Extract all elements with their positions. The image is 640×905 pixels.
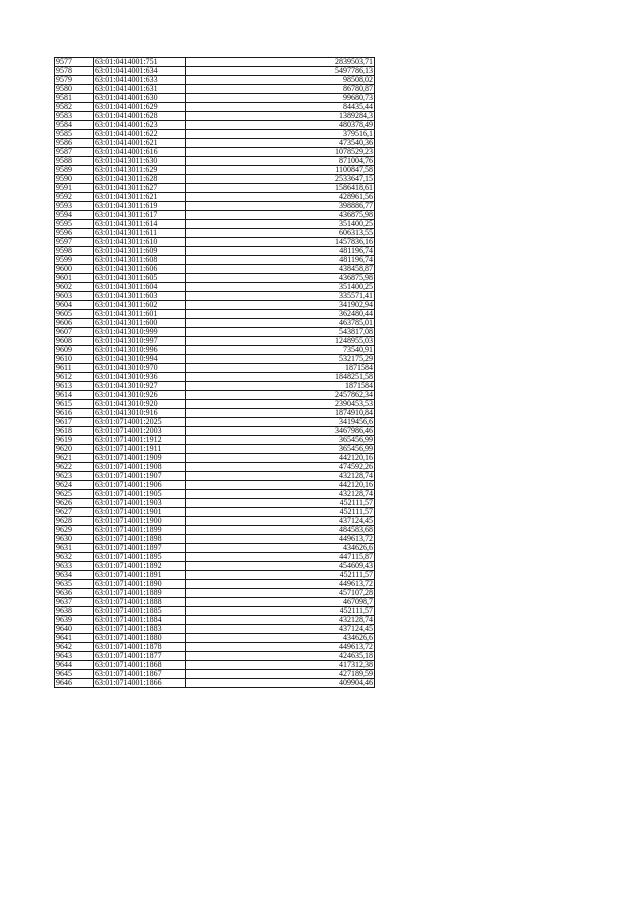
cadastral-value-cell: 436875,98 bbox=[186, 274, 375, 283]
cadastral-number-cell: 63:01:0413010:996 bbox=[94, 346, 186, 355]
table-row bbox=[55, 607, 375, 616]
cadastral-number-cell: 63:01:0413011:609 bbox=[94, 247, 186, 256]
row-number-cell: 9617 bbox=[55, 418, 94, 427]
row-number-cell: 9585 bbox=[55, 130, 94, 139]
table-row bbox=[55, 544, 375, 553]
cadastral-value-cell: 437124,45 bbox=[186, 625, 375, 634]
row-number-cell: 9643 bbox=[55, 652, 94, 661]
cadastral-number-cell: 63:01:0714001:1906 bbox=[94, 481, 186, 490]
cadastral-number-cell: 63:01:0413011:629 bbox=[94, 166, 186, 175]
table-row bbox=[55, 517, 375, 526]
cadastral-number-cell: 63:01:0413010:927 bbox=[94, 382, 186, 391]
cadastral-number-cell: 63:01:0714001:1883 bbox=[94, 625, 186, 634]
row-number-cell: 9605 bbox=[55, 310, 94, 319]
table-row bbox=[55, 634, 375, 643]
table-row bbox=[55, 490, 375, 499]
table-row bbox=[55, 301, 375, 310]
row-number-cell: 9594 bbox=[55, 211, 94, 220]
row-number-cell: 9614 bbox=[55, 391, 94, 400]
row-number-cell: 9587 bbox=[55, 148, 94, 157]
row-number-cell: 9603 bbox=[55, 292, 94, 301]
cadastral-number-cell: 63:01:0413010:920 bbox=[94, 400, 186, 409]
table-row bbox=[55, 445, 375, 454]
table-body bbox=[55, 58, 375, 688]
cadastral-number-cell: 63:01:0413011:628 bbox=[94, 175, 186, 184]
table-row bbox=[55, 436, 375, 445]
cadastral-value-cell: 452111,57 bbox=[186, 499, 375, 508]
row-number-cell: 9639 bbox=[55, 616, 94, 625]
table-row bbox=[55, 508, 375, 517]
cadastral-value-cell: 351400,25 bbox=[186, 220, 375, 229]
row-number-cell: 9616 bbox=[55, 409, 94, 418]
cadastral-number-cell: 63:01:0413011:614 bbox=[94, 220, 186, 229]
table-row bbox=[55, 85, 375, 94]
cadastral-value-cell: 452111,57 bbox=[186, 607, 375, 616]
table-row bbox=[55, 418, 375, 427]
cadastral-number-cell: 63:01:0714001:1900 bbox=[94, 517, 186, 526]
cadastral-number-cell: 63:01:0413011:617 bbox=[94, 211, 186, 220]
cadastral-value-cell: 1848251,58 bbox=[186, 373, 375, 382]
cadastral-number-cell: 63:01:0413011:619 bbox=[94, 202, 186, 211]
cadastral-number-cell: 63:01:0714001:1890 bbox=[94, 580, 186, 589]
cadastral-number-cell: 63:01:0714001:1884 bbox=[94, 616, 186, 625]
cadastral-value-cell: 871004,76 bbox=[186, 157, 375, 166]
table-row bbox=[55, 454, 375, 463]
cadastral-value-cell: 474592,26 bbox=[186, 463, 375, 472]
table-row bbox=[55, 184, 375, 193]
table-row bbox=[55, 148, 375, 157]
cadastral-value-cell: 442120,16 bbox=[186, 481, 375, 490]
cadastral-number-cell: 63:01:0714001:1908 bbox=[94, 463, 186, 472]
cadastral-number-cell: 63:01:0714001:1866 bbox=[94, 679, 186, 688]
table-row bbox=[55, 625, 375, 634]
cadastral-value-cell: 473540,36 bbox=[186, 139, 375, 148]
table-row bbox=[55, 580, 375, 589]
cadastral-number-cell: 63:01:0714001:1909 bbox=[94, 454, 186, 463]
table-row bbox=[55, 571, 375, 580]
cadastral-value-cell: 3467986,46 bbox=[186, 427, 375, 436]
cadastral-number-cell: 63:01:0714001:1905 bbox=[94, 490, 186, 499]
cadastral-number-cell: 63:01:0714001:1867 bbox=[94, 670, 186, 679]
cadastral-value-cell: 351400,25 bbox=[186, 283, 375, 292]
table-row bbox=[55, 391, 375, 400]
table-row bbox=[55, 76, 375, 85]
cadastral-value-cell: 1248955,03 bbox=[186, 337, 375, 346]
row-number-cell: 9596 bbox=[55, 229, 94, 238]
cadastral-number-cell: 63:01:0414001:631 bbox=[94, 85, 186, 94]
cadastral-value-cell: 457107,28 bbox=[186, 589, 375, 598]
cadastral-value-cell: 362480,44 bbox=[186, 310, 375, 319]
cadastral-number-cell: 63:01:0414001:616 bbox=[94, 148, 186, 157]
cadastral-value-table bbox=[54, 57, 375, 688]
cadastral-value-cell: 463785,01 bbox=[186, 319, 375, 328]
row-number-cell: 9634 bbox=[55, 571, 94, 580]
cadastral-number-cell: 63:01:0414001:633 bbox=[94, 76, 186, 85]
table-row bbox=[55, 355, 375, 364]
cadastral-value-cell: 449613,72 bbox=[186, 580, 375, 589]
row-number-cell: 9638 bbox=[55, 607, 94, 616]
cadastral-number-cell: 63:01:0714001:1901 bbox=[94, 508, 186, 517]
row-number-cell: 9627 bbox=[55, 508, 94, 517]
row-number-cell: 9582 bbox=[55, 103, 94, 112]
row-number-cell: 9640 bbox=[55, 625, 94, 634]
cadastral-number-cell: 63:01:0714001:1903 bbox=[94, 499, 186, 508]
cadastral-number-cell: 63:01:0413011:627 bbox=[94, 184, 186, 193]
cadastral-number-cell: 63:01:0413011:602 bbox=[94, 301, 186, 310]
row-number-cell: 9641 bbox=[55, 634, 94, 643]
row-number-cell: 9580 bbox=[55, 85, 94, 94]
row-number-cell: 9602 bbox=[55, 283, 94, 292]
cadastral-value-cell: 481196,74 bbox=[186, 256, 375, 265]
cadastral-number-cell: 63:01:0714001:1885 bbox=[94, 607, 186, 616]
cadastral-number-cell: 63:01:0714001:1898 bbox=[94, 535, 186, 544]
cadastral-value-sheet bbox=[54, 57, 374, 688]
row-number-cell: 9601 bbox=[55, 274, 94, 283]
cadastral-value-cell: 84435,44 bbox=[186, 103, 375, 112]
cadastral-value-cell: 5497786,13 bbox=[186, 67, 375, 76]
table-row bbox=[55, 364, 375, 373]
cadastral-value-cell: 1078529,23 bbox=[186, 148, 375, 157]
cadastral-number-cell: 63:01:0714001:1911 bbox=[94, 445, 186, 454]
row-number-cell: 9584 bbox=[55, 121, 94, 130]
table-row bbox=[55, 472, 375, 481]
cadastral-number-cell: 63:01:0413011:630 bbox=[94, 157, 186, 166]
table-row bbox=[55, 67, 375, 76]
table-row bbox=[55, 256, 375, 265]
cadastral-value-cell: 3419456,6 bbox=[186, 418, 375, 427]
table-row bbox=[55, 247, 375, 256]
table-row bbox=[55, 292, 375, 301]
cadastral-number-cell: 63:01:0414001:621 bbox=[94, 139, 186, 148]
row-number-cell: 9642 bbox=[55, 643, 94, 652]
cadastral-value-cell: 365456,99 bbox=[186, 436, 375, 445]
cadastral-value-cell: 432128,74 bbox=[186, 490, 375, 499]
row-number-cell: 9606 bbox=[55, 319, 94, 328]
cadastral-number-cell: 63:01:0413011:605 bbox=[94, 274, 186, 283]
cadastral-number-cell: 63:01:0414001:622 bbox=[94, 130, 186, 139]
table-row bbox=[55, 112, 375, 121]
cadastral-number-cell: 63:01:0414001:630 bbox=[94, 94, 186, 103]
row-number-cell: 9628 bbox=[55, 517, 94, 526]
table-row bbox=[55, 661, 375, 670]
cadastral-number-cell: 63:01:0714001:1892 bbox=[94, 562, 186, 571]
table-row bbox=[55, 643, 375, 652]
cadastral-number-cell: 63:01:0414001:629 bbox=[94, 103, 186, 112]
cadastral-number-cell: 63:01:0413011:606 bbox=[94, 265, 186, 274]
row-number-cell: 9626 bbox=[55, 499, 94, 508]
cadastral-number-cell: 63:01:0714001:2025 bbox=[94, 418, 186, 427]
row-number-cell: 9611 bbox=[55, 364, 94, 373]
cadastral-number-cell: 63:01:0714001:1899 bbox=[94, 526, 186, 535]
table-row bbox=[55, 382, 375, 391]
cadastral-value-cell: 484583,68 bbox=[186, 526, 375, 535]
cadastral-value-cell: 442120,16 bbox=[186, 454, 375, 463]
row-number-cell: 9608 bbox=[55, 337, 94, 346]
cadastral-value-cell: 432128,74 bbox=[186, 616, 375, 625]
cadastral-value-cell: 98508,02 bbox=[186, 76, 375, 85]
cadastral-number-cell: 63:01:0714001:1878 bbox=[94, 643, 186, 652]
cadastral-number-cell: 63:01:0714001:1868 bbox=[94, 661, 186, 670]
table-row bbox=[55, 553, 375, 562]
cadastral-value-cell: 427189,59 bbox=[186, 670, 375, 679]
cadastral-value-cell: 1871584 bbox=[186, 382, 375, 391]
cadastral-value-cell: 417312,38 bbox=[186, 661, 375, 670]
table-row bbox=[55, 319, 375, 328]
row-number-cell: 9644 bbox=[55, 661, 94, 670]
table-row bbox=[55, 121, 375, 130]
table-row bbox=[55, 283, 375, 292]
row-number-cell: 9598 bbox=[55, 247, 94, 256]
row-number-cell: 9607 bbox=[55, 328, 94, 337]
cadastral-value-cell: 1457836,16 bbox=[186, 238, 375, 247]
table-row bbox=[55, 130, 375, 139]
cadastral-number-cell: 63:01:0413010:970 bbox=[94, 364, 186, 373]
cadastral-number-cell: 63:01:0413011:611 bbox=[94, 229, 186, 238]
table-row bbox=[55, 598, 375, 607]
row-number-cell: 9583 bbox=[55, 112, 94, 121]
cadastral-value-cell: 449613,72 bbox=[186, 535, 375, 544]
cadastral-value-cell: 1871584 bbox=[186, 364, 375, 373]
cadastral-value-cell: 452111,57 bbox=[186, 508, 375, 517]
row-number-cell: 9578 bbox=[55, 67, 94, 76]
row-number-cell: 9592 bbox=[55, 193, 94, 202]
cadastral-value-cell: 2533647,15 bbox=[186, 175, 375, 184]
table-row bbox=[55, 670, 375, 679]
cadastral-number-cell: 63:01:0413011:621 bbox=[94, 193, 186, 202]
row-number-cell: 9599 bbox=[55, 256, 94, 265]
cadastral-number-cell: 63:01:0413010:994 bbox=[94, 355, 186, 364]
cadastral-value-cell: 454609,43 bbox=[186, 562, 375, 571]
row-number-cell: 9619 bbox=[55, 436, 94, 445]
cadastral-number-cell: 63:01:0413010:916 bbox=[94, 409, 186, 418]
row-number-cell: 9591 bbox=[55, 184, 94, 193]
cadastral-number-cell: 63:01:0714001:1877 bbox=[94, 652, 186, 661]
row-number-cell: 9588 bbox=[55, 157, 94, 166]
cadastral-number-cell: 63:01:0413011:608 bbox=[94, 256, 186, 265]
table-row bbox=[55, 220, 375, 229]
row-number-cell: 9635 bbox=[55, 580, 94, 589]
cadastral-value-cell: 449613,72 bbox=[186, 643, 375, 652]
table-row bbox=[55, 94, 375, 103]
table-row bbox=[55, 427, 375, 436]
cadastral-number-cell: 63:01:0413011:601 bbox=[94, 310, 186, 319]
cadastral-value-cell: 2457862,34 bbox=[186, 391, 375, 400]
cadastral-number-cell: 63:01:0414001:623 bbox=[94, 121, 186, 130]
table-row bbox=[55, 373, 375, 382]
row-number-cell: 9610 bbox=[55, 355, 94, 364]
cadastral-number-cell: 63:01:0413010:997 bbox=[94, 337, 186, 346]
cadastral-number-cell: 63:01:0714001:1880 bbox=[94, 634, 186, 643]
cadastral-number-cell: 63:01:0413011:600 bbox=[94, 319, 186, 328]
row-number-cell: 9632 bbox=[55, 553, 94, 562]
row-number-cell: 9600 bbox=[55, 265, 94, 274]
table-row bbox=[55, 535, 375, 544]
row-number-cell: 9593 bbox=[55, 202, 94, 211]
cadastral-number-cell: 63:01:0714001:1895 bbox=[94, 553, 186, 562]
row-number-cell: 9609 bbox=[55, 346, 94, 355]
table-row bbox=[55, 589, 375, 598]
cadastral-number-cell: 63:01:0714001:1907 bbox=[94, 472, 186, 481]
table-row bbox=[55, 400, 375, 409]
table-row bbox=[55, 616, 375, 625]
cadastral-value-cell: 1586418,61 bbox=[186, 184, 375, 193]
row-number-cell: 9618 bbox=[55, 427, 94, 436]
cadastral-value-cell: 480378,49 bbox=[186, 121, 375, 130]
table-row bbox=[55, 58, 375, 67]
cadastral-value-cell: 1389284,3 bbox=[186, 112, 375, 121]
table-row bbox=[55, 238, 375, 247]
cadastral-value-cell: 86780,87 bbox=[186, 85, 375, 94]
row-number-cell: 9624 bbox=[55, 481, 94, 490]
table-row bbox=[55, 679, 375, 688]
row-number-cell: 9621 bbox=[55, 454, 94, 463]
cadastral-number-cell: 63:01:0714001:1891 bbox=[94, 571, 186, 580]
cadastral-value-cell: 379516,1 bbox=[186, 130, 375, 139]
row-number-cell: 9615 bbox=[55, 400, 94, 409]
row-number-cell: 9612 bbox=[55, 373, 94, 382]
table-row bbox=[55, 211, 375, 220]
row-number-cell: 9622 bbox=[55, 463, 94, 472]
cadastral-value-cell: 1874910,84 bbox=[186, 409, 375, 418]
cadastral-value-cell: 434626,6 bbox=[186, 544, 375, 553]
table-row bbox=[55, 310, 375, 319]
row-number-cell: 9579 bbox=[55, 76, 94, 85]
row-number-cell: 9625 bbox=[55, 490, 94, 499]
cadastral-number-cell: 63:01:0714001:1888 bbox=[94, 598, 186, 607]
table-row bbox=[55, 346, 375, 355]
cadastral-value-cell: 543817,08 bbox=[186, 328, 375, 337]
cadastral-value-cell: 606313,55 bbox=[186, 229, 375, 238]
table-row bbox=[55, 463, 375, 472]
row-number-cell: 9586 bbox=[55, 139, 94, 148]
table-row bbox=[55, 202, 375, 211]
cadastral-value-cell: 365456,99 bbox=[186, 445, 375, 454]
cadastral-number-cell: 63:01:0413011:610 bbox=[94, 238, 186, 247]
table-row bbox=[55, 265, 375, 274]
cadastral-number-cell: 63:01:0414001:634 bbox=[94, 67, 186, 76]
row-number-cell: 9620 bbox=[55, 445, 94, 454]
table-row bbox=[55, 562, 375, 571]
cadastral-value-cell: 335571,41 bbox=[186, 292, 375, 301]
cadastral-number-cell: 63:01:0714001:1912 bbox=[94, 436, 186, 445]
cadastral-number-cell: 63:01:0414001:751 bbox=[94, 58, 186, 67]
cadastral-value-cell: 436875,98 bbox=[186, 211, 375, 220]
table-row bbox=[55, 328, 375, 337]
row-number-cell: 9645 bbox=[55, 670, 94, 679]
cadastral-value-cell: 481196,74 bbox=[186, 247, 375, 256]
row-number-cell: 9613 bbox=[55, 382, 94, 391]
table-row bbox=[55, 229, 375, 238]
table-row bbox=[55, 175, 375, 184]
row-number-cell: 9646 bbox=[55, 679, 94, 688]
row-number-cell: 9636 bbox=[55, 589, 94, 598]
cadastral-value-cell: 424635,18 bbox=[186, 652, 375, 661]
cadastral-value-cell: 438458,87 bbox=[186, 265, 375, 274]
cadastral-value-cell: 532175,29 bbox=[186, 355, 375, 364]
cadastral-number-cell: 63:01:0714001:2003 bbox=[94, 427, 186, 436]
cadastral-value-cell: 447115,87 bbox=[186, 553, 375, 562]
table-row bbox=[55, 157, 375, 166]
cadastral-number-cell: 63:01:0714001:1889 bbox=[94, 589, 186, 598]
row-number-cell: 9629 bbox=[55, 526, 94, 535]
row-number-cell: 9595 bbox=[55, 220, 94, 229]
table-row bbox=[55, 499, 375, 508]
cadastral-number-cell: 63:01:0414001:628 bbox=[94, 112, 186, 121]
cadastral-value-cell: 73540,91 bbox=[186, 346, 375, 355]
cadastral-value-cell: 99680,73 bbox=[186, 94, 375, 103]
row-number-cell: 9577 bbox=[55, 58, 94, 67]
cadastral-value-cell: 409904,46 bbox=[186, 679, 375, 688]
table-row bbox=[55, 481, 375, 490]
cadastral-value-cell: 1100847,58 bbox=[186, 166, 375, 175]
table-row bbox=[55, 337, 375, 346]
table-row bbox=[55, 139, 375, 148]
cadastral-value-cell: 341902,94 bbox=[186, 301, 375, 310]
table-row bbox=[55, 103, 375, 112]
cadastral-number-cell: 63:01:0413010:936 bbox=[94, 373, 186, 382]
cadastral-number-cell: 63:01:0413010:926 bbox=[94, 391, 186, 400]
table-row bbox=[55, 193, 375, 202]
row-number-cell: 9597 bbox=[55, 238, 94, 247]
row-number-cell: 9633 bbox=[55, 562, 94, 571]
cadastral-value-cell: 434626,6 bbox=[186, 634, 375, 643]
cadastral-value-cell: 428961,56 bbox=[186, 193, 375, 202]
cadastral-number-cell: 63:01:0413011:604 bbox=[94, 283, 186, 292]
table-row bbox=[55, 409, 375, 418]
cadastral-value-cell: 2839503,71 bbox=[186, 58, 375, 67]
row-number-cell: 9637 bbox=[55, 598, 94, 607]
cadastral-value-cell: 432128,74 bbox=[186, 472, 375, 481]
cadastral-value-cell: 437124,45 bbox=[186, 517, 375, 526]
table-row bbox=[55, 526, 375, 535]
row-number-cell: 9631 bbox=[55, 544, 94, 553]
row-number-cell: 9604 bbox=[55, 301, 94, 310]
table-row bbox=[55, 652, 375, 661]
cadastral-value-cell: 452111,57 bbox=[186, 571, 375, 580]
cadastral-number-cell: 63:01:0714001:1897 bbox=[94, 544, 186, 553]
row-number-cell: 9589 bbox=[55, 166, 94, 175]
cadastral-value-cell: 2390453,53 bbox=[186, 400, 375, 409]
table-row bbox=[55, 274, 375, 283]
row-number-cell: 9581 bbox=[55, 94, 94, 103]
cadastral-number-cell: 63:01:0413010:999 bbox=[94, 328, 186, 337]
row-number-cell: 9623 bbox=[55, 472, 94, 481]
row-number-cell: 9590 bbox=[55, 175, 94, 184]
cadastral-value-cell: 398886,77 bbox=[186, 202, 375, 211]
cadastral-value-cell: 467098,7 bbox=[186, 598, 375, 607]
table-row bbox=[55, 166, 375, 175]
row-number-cell: 9630 bbox=[55, 535, 94, 544]
cadastral-number-cell: 63:01:0413011:603 bbox=[94, 292, 186, 301]
